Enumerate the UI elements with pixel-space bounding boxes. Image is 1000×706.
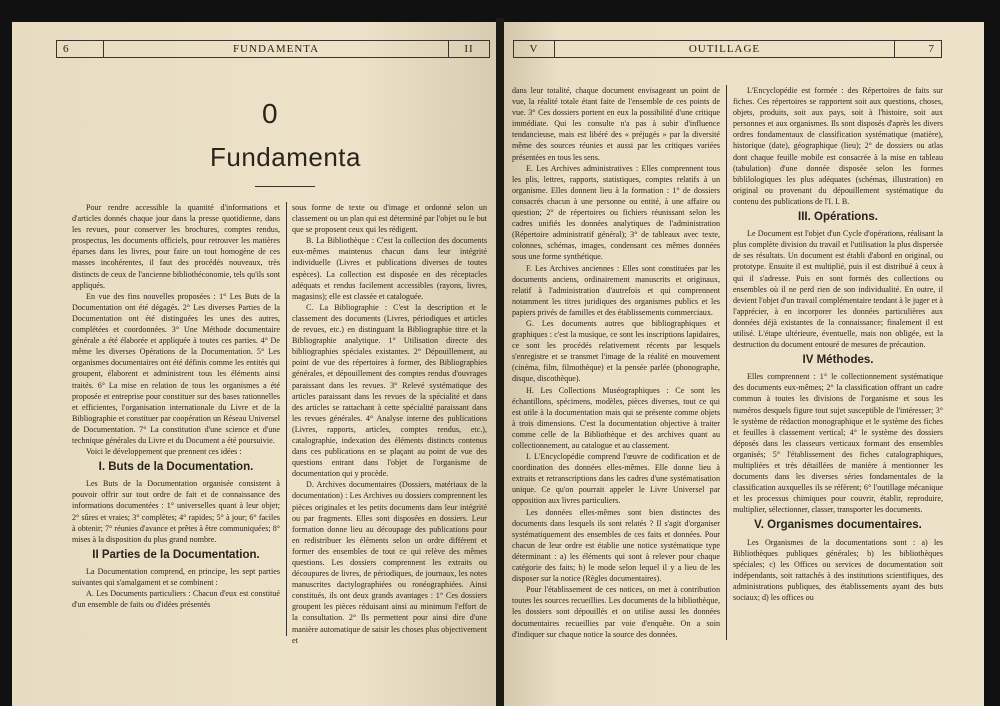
right-running-title: OUTILLAGE bbox=[688, 43, 761, 55]
left-running-head bbox=[56, 40, 490, 58]
left-column-rule bbox=[286, 202, 287, 636]
paragraph: Pour rendre accessible la quantité d'informations et d'articles donnés chaque jour dans la presse quotidienne, dans les revues, pour conserver les brochures, comptes rendus, prospectus, les documents officiels, pour retrouver les matières éparses dans les livres, pour faire un tout homogène de ces masses incohérentes, il faut des procédés nouveaux, très distincts de ceux de l'ancienne bibliothéconomie, tels qu'ils sont appliqués. bbox=[72, 203, 280, 290]
right-column-2 bbox=[733, 85, 943, 603]
left-chapter-mark: II bbox=[448, 41, 489, 57]
paragraph: E. Les Archives administratives : Elles comprennent tous les plis, lettres, rapports, statistiques, comptes relatifs à un organisme. Elles donnent lieu à la formation : 1° de dossiers consacrés chacun à une personne ou entité, à une affaire ou question; 2° de répertoires ou fichiers réunissant selon les cadres unifiés les données analytiques de l'administration (Répertoire administratif général); 3° de tableaux avec texte, colonnes, schémas, images, condensant ces mêmes données sous une forme synthétique. bbox=[512, 163, 720, 262]
right-page-number: 7 bbox=[894, 41, 941, 57]
right-column-1 bbox=[512, 85, 720, 640]
paragraph: L'Encyclopédie est formée : des Répertoires de faits sur fiches. Ces répertoires se rapportent soit aux questions, choses, objets, produits, soit aux pays, soit à l'histoire, soit aux personnes et aux organismes. Ils sont disposés d'après les divers ordres fondamentaux de classification systématique (matière), historique (date), géographique (lieu); 2° de dossiers ou atlas dont chaque feuille mobile est consacrée à la mise en tableau (tabulation) d'une donnée disposée selon les formes biblilologiques les plus adéquates (schémas, illustration) en original ou provenant du dépouillement systématique du contenu des publications de l'I. I. B. bbox=[733, 86, 943, 206]
chapter-title-rule bbox=[255, 186, 315, 187]
paragraph: Pour l'établissement de ces notices, on met à contribution toutes les sources recueillies. Les documents de la bibliothèque, les dossiers sont dépouillés et on utilise aussi les données documentaires recueillies par voie d'enquête. On a soin d'indiquer sur chaque notice la source des données. bbox=[512, 585, 720, 639]
section-heading-parties: II Parties de la Documentation. bbox=[92, 548, 260, 561]
paragraph: F. Les Archives anciennes : Elles sont constituées par les documents anciens, ordinairement manuscrits et originaux, relatif à l'administration d'autrefois et qui comprennent notamment les titres juridiques des organismes publics et les papiers privés de familles et des établissements commerciaux. bbox=[512, 263, 720, 317]
section-heading-buts: I. Buts de la Documentation. bbox=[98, 461, 254, 474]
paragraph: D. Archives documentaires (Dossiers, matériaux de la documentation) : Les Archives ou dossiers comprennent les pièces originales et les petits documents dans leur intégrité ou par fragments. Elles sont disposées en dossiers. Leur formation donne lieu au découpage des publications pour en redistribuer les éléments selon un ordre différent et former des ensembles de tout ce qui relève des mêmes questions. Les dossiers comprennent les extraits ou découpures de livres, de périodiques, de journaux, les notes manuscrites dactylographiées ou ronéographiées. Ainsi constitués, ils ont deux grands avantages : 1° Ces dossiers groupent les pièces réduisant ainsi au minimum l'effort de la consultation. 2° Ils permettent pour ainsi dire d'une manière automatique de saisir les choses plus objectivement et bbox=[292, 480, 487, 645]
paragraph: Voici le développement que prennent ces idées : bbox=[86, 447, 242, 457]
paragraph: C. La Bibliographie : C'est la description et le classement des documents (Livres, périodiques et articles de revues, etc.) en distinguant la Bibliographie titre et la Bibliographie analytique. 1° Utilisation directe des bibliographies spéciales existantes. 2° Dépouillement, au point de vue des répertoires à former, des Bibliographies générales, et dépouillement des comptes rendus d'ouvrages paraissant dans les revues. 3° Relevé systématique des articles paraissant dans les revues de la spécialité et dans des articles se rattachant à cette spécialité paraissant dans les revues générales. 4° Analyse interne des publications (Livres, rapports, articles, comptes rendus, etc.), catalographie, indexation des éléments distincts contenus dans ces publications en se plaçant au point de vue des questions entrant dans l'objet de l'organisme de documentation qui y procède. bbox=[292, 302, 487, 479]
left-column-1 bbox=[72, 202, 280, 610]
paragraph: sous forme de texte ou d'image et ordonné selon un classement ou un plan qui est déterminé par l'objet ou le but que se proposent ceux qui les rédigent. bbox=[292, 203, 487, 235]
paragraph: A. Les Documents particuliers : Chacun d'eux est constitué d'un ensemble de faits ou d'idées présentés bbox=[72, 589, 280, 610]
paragraph: B. La Bibliothèque : C'est la collection des documents eux-mêmes maintenus chacun dans leur intégrité individuelle (Livres et publications diverses de toutes espèces). La collection est disposée en des réceptacles adéquats et rendus facilement accessibles (rayons, livres, magasins); elle est classée et cataloguée. bbox=[292, 236, 487, 301]
right-running-head bbox=[513, 40, 942, 58]
chapter-title: Fundamenta bbox=[210, 142, 361, 172]
right-chapter-mark: V bbox=[514, 41, 555, 57]
section-heading-operations: III. Opérations. bbox=[798, 211, 878, 224]
paragraph: Les données elles-mêmes sont bien distinctes des documents dans lesquels ils sont relatés ? Il s'agit d'organiser systématiquement des ensembles de ces faits et données. Pour chacun de leur ordre est établie une notice systématique type déterminant : a) les éléments qui sont à relever pour chaque catégorie des faits; b) le mode selon lequel il y a lieu de les disposer sur la notice (Règles documentaires). bbox=[512, 507, 720, 584]
paragraph: Elles comprennent : 1° le collectionnement systématique des documents eux-mêmes; 2° la classification offrant un cadre commun à toutes les divisions de l'organisme et sous les numéros desquels figure tout sujet susceptible de l'intéresser; 3° le système de rédaction monographique et le système des fiches et feuilles à classement vertical; 4° le système des dossiers déposés dans les classeurs verticaux formant des ensembles organisés; 5° l'établissement des fiches catalographiques, multipliées et très détaillées de manière à mentionner les documents dans les diverses séries fondamentales de la classification auxquelles ils se réfèrent; 6° l'outillage mécanique et les processus chimiques pour couvrir, établir, reproduire, multiplier, sélectionner, classer, transporter les documents. bbox=[733, 372, 943, 515]
section-heading-organismes: V. Organismes documentaires. bbox=[754, 519, 922, 532]
section-heading-methodes: IV Méthodes. bbox=[802, 354, 874, 367]
paragraph: Le Document est l'objet d'un Cycle d'opérations, réalisant la plus complète division du travail et l'utilisation la plus dispersée de ses résultats. Un document est établi d'abord en original, ou prototype. Ensuite il est multiplié, puis il est distribué à ceux à qui il s'adresse. Puis en sont formés des collections ou ensembles où il ne perd rien de son individualité. En outre, il devient l'objet d'un travail complémentaire tendant à le juger et à l'apprécier, à en incorporer les données particulières aux données déjà existantes de la connaissance; finalement il est utilisé. L'étape ultérieure, éventuelle, mais non obligée, est la destruction du document entouré de mesures de précaution. bbox=[733, 229, 943, 350]
left-page-number: 6 bbox=[57, 41, 104, 57]
paragraph: Les Buts de la Documentation organisée consistent à pouvoir offrir sur tout ordre de fait et de connaissance des informations documentées : 1° universelles quant à leur objet; 2° sûres et vraies; 3° complètes; 4° rapides; 5° à jour; 6° faciles à obtenir; 7° réunies d'avance et prêtes à être communiquées; 8° mises à la disposition du plus grand nombre. bbox=[72, 479, 280, 544]
paragraph: Les Organismes de la documentations sont : a) les Bibliothèques publiques générales; b) les bibliothèques spéciales; c) les Offices ou services de documentation soit indépendants, soit rattachés à des institutions scientifiques, des administrations publiques, des établissements ayant des buts sociaux; d) les offices ou bbox=[733, 537, 943, 603]
left-column-2 bbox=[292, 202, 487, 646]
paragraph: I. L'Encyclopédie comprend l'œuvre de codification et de coordination des données elles-mêmes. Elle donne lieu à extraits et retranscriptions dans les cadres d'une systématisation unique. Ce qu'on pourrait appeler le Livre Universel par opposition aux livres particuliers. bbox=[512, 452, 720, 506]
right-column-rule bbox=[726, 85, 727, 640]
chapter-number: 0 bbox=[262, 98, 278, 129]
paragraph: La Documentation comprend, en principe, les sept parties suivantes qui s'amalgament et se combinent : bbox=[72, 566, 280, 587]
paragraph: G. Les documents autres que bibliographiques et graphiques : c'est la musique, ce sont les inscriptions lapidaires, ce sont les procédés relativement récents par lesquels s'enregistre et se transmet l'image de la réalité en mouvement (cinéma, film, filmothèque) et la pensée parlée (phonographe, disque, discothèque). bbox=[512, 318, 720, 384]
paragraph: H. Les Collections Muséographiques : Ce sont les échantillons, spécimens, modèles, pièces diverses, tout ce qui est utile à la documentation mais qui se présente comme objets à trois dimensions. C'est la documentation objective à traiter comme celle de la Bibliothèque et des archives quant au collectionnement, au catalogue et au classement. bbox=[512, 385, 720, 450]
book-gutter bbox=[496, 18, 504, 706]
paragraph: En vue des fins nouvelles proposées : 1° Les Buts de la Documentation ont été dégagés. 2° Les diverses Parties de la Documentation ont été distinguées les unes des autres, complétées et coordonnées. 3° Une Méthode documentaire générale a été élaborée et appliquée à toutes ces parties. 4° De même les diverses Opérations de la Documentation. 5° Les organismes documentaires ont été définis comme les entités qui groupent, élaborent et administrent tous les éléments ainsi traités. 6° La mise en relation de tous les organismes a été proposée et entreprise pour constituer sur des bases rationnelles et efficientes, l'organisation internationale du Livre et de la Bibliographie et constituer par coopération un Réseau Universel de Documentation. 7° La constitution d'une science et d'une technique générales du Livre et du Document a été poursuivie. bbox=[72, 291, 280, 445]
paragraph: dans leur totalité, chaque document envisageant un point de vue, la réalité totale étant faite de l'ensemble de ces points de vue. 3° Ces dossiers portent en eux la possibilité d'une critique immédiate. Qui les consulte n'a pas à subir d'influence tendancieuse, mais est libéré des « préjugés » par la diversité même des sources réunies et aussi par les critiques variées présentées en tous les sens. bbox=[512, 86, 720, 162]
left-running-title: FUNDAMENTA bbox=[232, 43, 320, 55]
